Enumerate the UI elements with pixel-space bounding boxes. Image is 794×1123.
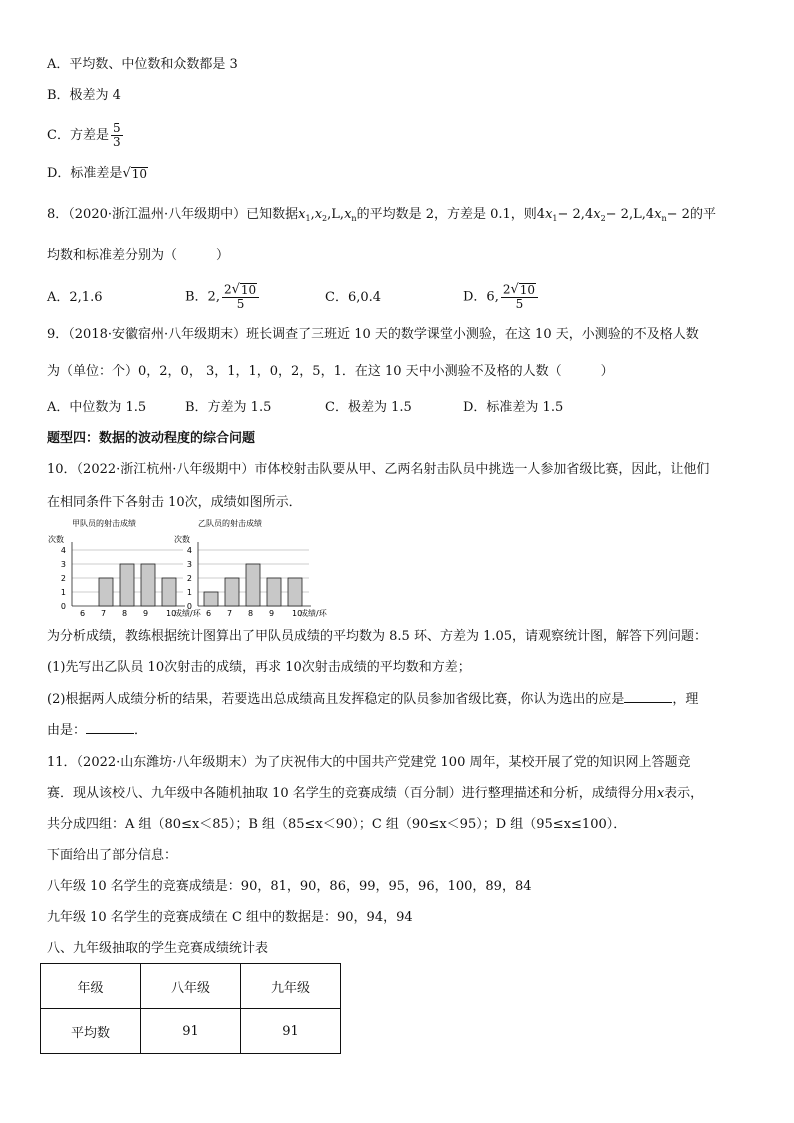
q7-option-c-label: C．方差是 bbox=[47, 128, 109, 143]
table-title: 八、九年级抽取的学生竞赛成绩统计表 bbox=[47, 941, 269, 956]
bar bbox=[141, 564, 155, 606]
q9-option-a: A．中位数为 1.5 bbox=[47, 400, 147, 415]
q8-stem-line-1: 8．（2020·浙江温州·八年级期中）已知数据$x_1,x_2,L,x_n$的平均数是 2，方差是 0.1，则$4x_1- 2,4x_2- 2,L,4x_n- 2$的平 bbox=[47, 207, 716, 223]
bar bbox=[267, 578, 281, 606]
sqrt-expression bbox=[510, 283, 536, 297]
bar bbox=[99, 578, 113, 606]
y-tick-label: 2 bbox=[60, 574, 66, 583]
x-axis-label: 成绩/环 bbox=[300, 609, 327, 618]
table-cell: 91 bbox=[141, 1009, 241, 1054]
bar bbox=[120, 564, 134, 606]
q8-option-d bbox=[463, 283, 540, 311]
q8-option-d-fraction bbox=[501, 283, 538, 311]
q10-part-2-reason bbox=[47, 721, 147, 740]
x-tick-label: 7 bbox=[101, 609, 107, 618]
x-tick-label: 8 bbox=[248, 609, 254, 618]
q7-option-b: B．极差为 4 bbox=[47, 88, 121, 103]
fraction-numerator: 5 bbox=[112, 121, 121, 135]
radicand: 10 bbox=[519, 283, 536, 297]
q9-stem-line-1: 9．（2018·安徽宿州·八年级期末）班长调查了三班近 10 天的数学课堂小测验，在这 10 天，小测验的不及格人数 bbox=[47, 327, 699, 342]
q8-option-c: C．6,0.4 bbox=[325, 290, 382, 305]
chart-title: 乙队员的射击成绩 bbox=[198, 519, 262, 528]
radicand: 10 bbox=[131, 166, 148, 181]
x-tick-label: 9 bbox=[143, 609, 149, 618]
q11-groups: 共分成四组：A 组（80≤x＜85）；B 组（85≤x＜90）；C 组（90≤x＜95）；D 组（95≤x≤100）． bbox=[47, 817, 627, 832]
chart-jia bbox=[46, 518, 201, 620]
y-tick-label: 1 bbox=[186, 588, 192, 597]
q8-option-b-label: B．2, bbox=[185, 289, 220, 305]
sub-2: 2 bbox=[322, 214, 328, 223]
y-axis-label: 次数 bbox=[48, 535, 64, 544]
fraction-denominator: 3 bbox=[112, 135, 121, 149]
sqrt-expression bbox=[122, 167, 148, 181]
q11-stem-line-2 bbox=[47, 785, 703, 803]
radicand: 10 bbox=[240, 283, 257, 297]
table-cell: 91 bbox=[241, 1009, 341, 1054]
var-x2: x bbox=[314, 207, 323, 222]
q7-option-a: A．平均数、中位数和众数都是 3 bbox=[47, 57, 238, 72]
bar bbox=[288, 578, 302, 606]
q10-part-1: (1)先写出乙队员 10次射击的成绩，再求 10次射击成绩的平均数和方差； bbox=[47, 660, 471, 675]
q7-option-c-fraction bbox=[111, 122, 123, 149]
x-tick-label: 6 bbox=[206, 609, 212, 618]
q8-option-b-fraction bbox=[222, 283, 259, 311]
chart-yi bbox=[172, 518, 327, 620]
q10-part-2-text: (2)根据两人成绩分析的结果，若要选出总成绩高且发挥稳定的队员参加省级比赛，你认为选出的应是 bbox=[47, 692, 625, 707]
x-tick-label: 10 bbox=[292, 609, 303, 618]
q7-option-d bbox=[47, 165, 148, 183]
x-tick-label: 9 bbox=[269, 609, 275, 618]
answer-blank bbox=[624, 690, 672, 703]
q11-grade8-scores: 八年级 10 名学生的竞赛成绩是：90，81，90，86，99，95，96，100，89，84 bbox=[47, 879, 532, 894]
x-tick-label: 7 bbox=[227, 609, 233, 618]
y-tick-label: 0 bbox=[60, 602, 66, 611]
bar bbox=[225, 578, 239, 606]
x-tick-label: 6 bbox=[80, 609, 86, 618]
y-tick-label: 2 bbox=[186, 574, 192, 583]
var-x2b: x bbox=[593, 207, 601, 222]
q11-info-intro: 下面给出了部分信息： bbox=[47, 848, 178, 863]
coef-4: 4 bbox=[536, 207, 546, 222]
table-cell: 平均数 bbox=[41, 1009, 141, 1054]
var-xn: x bbox=[344, 207, 352, 222]
q7-option-c bbox=[47, 122, 125, 149]
ellipsis-glyph: L bbox=[331, 207, 340, 222]
sub-n: n bbox=[351, 214, 357, 223]
coef: 2 bbox=[502, 282, 511, 297]
q8-option-b bbox=[185, 283, 261, 311]
q10-stem-line-1: 10．（2022·浙江杭州·八年级期中）市体校射击队要从甲、乙两名射击队员中挑选一人参加省级比赛，因此，让他们 bbox=[47, 462, 710, 477]
q10-stem-line-2: 在相同条件下各射击 10次，成绩如图所示． bbox=[47, 495, 302, 510]
reason-blank bbox=[86, 721, 134, 734]
chart-title: 甲队员的射击成绩 bbox=[72, 519, 136, 528]
q9-stem-line-2: 为（单位：个）0，2，0， 3，1，1，0，2，5，1．在这 10 天中小测验不及格的人数（ ） bbox=[47, 364, 614, 379]
x-tick-label: 8 bbox=[122, 609, 128, 618]
reason-end: ． bbox=[134, 723, 148, 738]
minus-2: − 2 bbox=[557, 207, 581, 222]
sub-nb: n bbox=[661, 214, 667, 223]
table-header-cell: 八年级 bbox=[141, 964, 241, 1009]
radical-sign-icon: √ bbox=[231, 282, 240, 297]
stats-table bbox=[40, 963, 341, 1054]
x-axis-label: 成绩/环 bbox=[174, 609, 201, 618]
y-axis-label: 次数 bbox=[174, 535, 190, 544]
y-tick-label: 3 bbox=[186, 560, 192, 569]
q11-stem-tail: 表示， bbox=[664, 786, 704, 801]
q7-option-d-label: D．标准差是 bbox=[47, 166, 123, 181]
sub-1b: 1 bbox=[552, 214, 558, 223]
table-header-row bbox=[41, 964, 341, 1009]
q8-stem-text-c: 的平 bbox=[689, 207, 716, 222]
q10-part-2 bbox=[47, 690, 698, 709]
fraction-denominator: 5 bbox=[236, 297, 245, 311]
q11-grade9-c-scores: 九年级 10 名学生的竞赛成绩在 C 组中的数据是：90，94，94 bbox=[47, 910, 413, 925]
q11-stem-text: 赛．现从该校八、九年级中各随机抽取 10 名学生的竞赛成绩（百分制）进行整理描述和分析，成绩得分用 bbox=[47, 786, 657, 801]
q8-option-a: A．2,1.6 bbox=[47, 290, 103, 305]
q8-stem-text-b: 的平均数是 2，方差是 0.1，则 bbox=[356, 207, 537, 222]
fraction-denominator: 5 bbox=[515, 297, 524, 311]
q9-option-d: D．标准差为 1.5 bbox=[463, 400, 564, 415]
var-x1b: x bbox=[545, 207, 553, 222]
coef: 2 bbox=[223, 282, 232, 297]
var-x1: x bbox=[298, 207, 306, 222]
q8-stem-line-2: 均数和标准差分别为（ ） bbox=[47, 248, 230, 263]
table-header-cell: 年级 bbox=[41, 964, 141, 1009]
y-tick-label: 4 bbox=[60, 546, 66, 555]
q10-part-2-tail: ，理 bbox=[672, 692, 699, 707]
bar bbox=[204, 592, 218, 606]
q9-option-c: C．极差为 1.5 bbox=[325, 400, 412, 415]
radical-sign-icon: √ bbox=[122, 165, 131, 181]
table-header-cell: 九年级 bbox=[241, 964, 341, 1009]
minus-2c: − 2 bbox=[666, 207, 690, 222]
minus-2b: − 2 bbox=[605, 207, 629, 222]
radical-sign-icon: √ bbox=[510, 282, 519, 297]
q9-option-b: B．方差为 1.5 bbox=[185, 400, 272, 415]
q10-stem-line-3: 为分析成绩，教练根据统计图算出了甲队员成绩的平均数为 8.5 环、方差为 1.05，请观察统计图，解答下列问题： bbox=[47, 629, 708, 644]
var-x: x bbox=[656, 786, 665, 801]
sqrt-expression bbox=[232, 283, 258, 297]
section-title: 题型四：数据的波动程度的综合问题 bbox=[47, 431, 256, 446]
var-xnb: x bbox=[654, 207, 662, 222]
reason-label: 由是： bbox=[47, 723, 87, 738]
sub-1: 1 bbox=[305, 214, 311, 223]
coef-4c: 4 bbox=[645, 207, 655, 222]
q11-stem-line-1: 11．（2022·山东潍坊·八年级期末）为了庆祝伟大的中国共产党建党 100 周年，某校开展了党的知识网上答题竞 bbox=[47, 755, 691, 770]
y-tick-label: 4 bbox=[186, 546, 192, 555]
y-tick-label: 1 bbox=[60, 588, 66, 597]
q8-stem-text-a: 8．（2020·浙江温州·八年级期中）已知数据 bbox=[47, 207, 299, 222]
chart-plot bbox=[187, 542, 328, 618]
x-tick-label: 10 bbox=[166, 609, 177, 618]
y-tick-label: 0 bbox=[186, 602, 192, 611]
sub-2b: 2 bbox=[600, 214, 606, 223]
bar bbox=[246, 564, 260, 606]
ellipsis-glyph-b: L bbox=[633, 207, 642, 222]
y-tick-label: 3 bbox=[60, 560, 66, 569]
table-row bbox=[41, 1009, 341, 1054]
fraction-numerator bbox=[501, 283, 538, 298]
q8-option-d-label: D．6, bbox=[463, 289, 499, 305]
coef-4b: 4 bbox=[584, 207, 594, 222]
fraction-numerator bbox=[222, 283, 259, 298]
